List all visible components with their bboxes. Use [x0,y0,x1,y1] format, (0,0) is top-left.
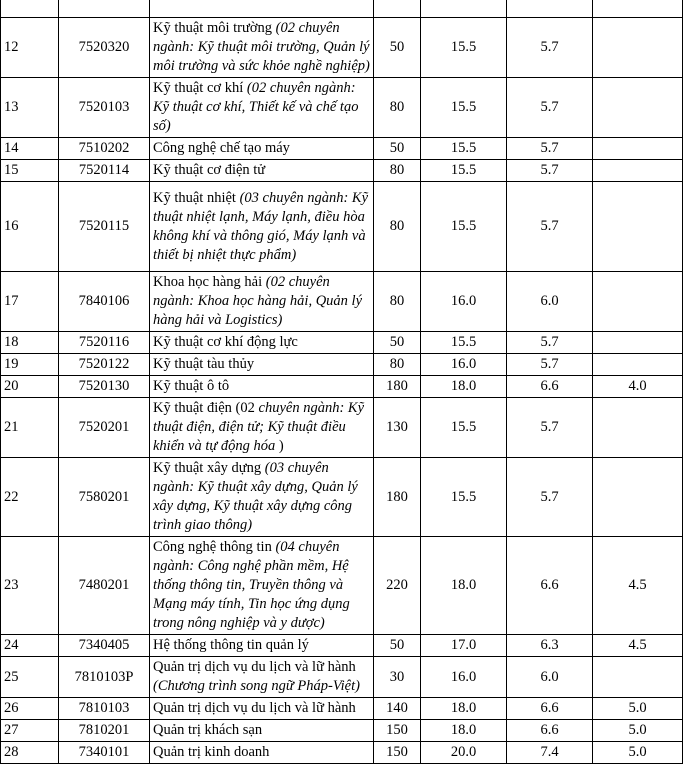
table-row [1,742,683,764]
table-row [1,18,683,78]
score-cell-1: 20.0 [421,742,507,764]
score-cell-3 [593,657,683,698]
row-number-cell: 14 [1,138,59,160]
score-cell-1: 15.5 [421,398,507,458]
major-name-cell [150,78,374,138]
major-name-cell [150,160,374,182]
table-row [1,160,683,182]
table-row [1,272,683,332]
score-cell-3: 5.0 [593,698,683,720]
table-row [1,354,683,376]
major-name: Khoa học hàng hải [153,274,266,290]
quota-cell [374,0,421,18]
score-cell-2 [507,0,593,18]
major-name-cell [150,182,374,272]
major-specializations-note: (04 chuyên ngành: Công nghệ phần mềm, Hệ thống thông tin, Truyền thông và Mạng máy tính, Tin học ứng dụng trong nông nghiệp và y dược) [153,539,350,631]
table-row [1,635,683,657]
major-code-cell: 7480201 [59,537,150,635]
score-cell-2: 5.7 [507,160,593,182]
row-number-cell: 12 [1,18,59,78]
quota-cell: 130 [374,398,421,458]
score-cell-1: 15.5 [421,138,507,160]
quota-cell: 80 [374,160,421,182]
major-name-cell [150,458,374,537]
major-name-cell [150,720,374,742]
row-number-cell: 25 [1,657,59,698]
row-number-cell: 21 [1,398,59,458]
quota-cell: 150 [374,720,421,742]
score-cell-1: 16.0 [421,657,507,698]
row-number-cell: 19 [1,354,59,376]
score-cell-2: 5.7 [507,458,593,537]
score-cell-3 [593,138,683,160]
quota-cell: 30 [374,657,421,698]
quota-cell: 50 [374,18,421,78]
score-cell-3 [593,18,683,78]
major-name: Kỹ thuật cơ khí động lực [153,334,298,350]
major-code-cell: 7810201 [59,720,150,742]
major-name-tail: ) [275,438,284,454]
major-name-cell [150,742,374,764]
major-name: Kỹ thuật tàu thủy [153,356,255,372]
table-row [1,398,683,458]
major-specializations-note: chuyên ngành: Kỹ thuật điện, điện tử; Kỹ thuật điều khiển và tự động hóa [153,400,365,454]
table-row [1,138,683,160]
major-name-cell [150,138,374,160]
row-number-cell: 27 [1,720,59,742]
score-cell-2: 5.7 [507,182,593,272]
score-cell-2: 6.0 [507,272,593,332]
major-name-cell [150,698,374,720]
row-number-cell: 13 [1,78,59,138]
major-code-cell: 7520114 [59,160,150,182]
major-name: Kỹ thuật điện (02 [153,400,259,416]
score-cell-1: 18.0 [421,537,507,635]
major-code-cell: 7520115 [59,182,150,272]
major-name: Kỹ thuật xây dựng [153,460,265,476]
major-name-cell [150,398,374,458]
major-name-cell [150,376,374,398]
table-row [1,182,683,272]
row-number-cell: 18 [1,332,59,354]
major-name-cell [150,272,374,332]
quota-cell: 180 [374,376,421,398]
table-row [1,698,683,720]
score-cell-2: 6.6 [507,698,593,720]
major-specializations-note: (02 chuyên ngành: Kỹ thuật cơ khí, Thiết kế và chế tạo số) [153,80,359,134]
score-cell-1: 17.0 [421,635,507,657]
quota-cell: 150 [374,742,421,764]
row-number-cell: 24 [1,635,59,657]
score-cell-3 [593,78,683,138]
major-code-cell: 7520320 [59,18,150,78]
major-specializations-note: (03 chuyên ngành: Kỹ thuật nhiệt lạnh, Máy lạnh, điều hòa không khí và thông gió, Máy lạnh và thiết bị nhiệt thực phẩm) [153,189,369,263]
major-specializations-note: (Chương trình song ngữ Pháp-Việt) [153,678,360,694]
score-cell-2: 5.7 [507,332,593,354]
table-row [1,376,683,398]
quota-cell: 50 [374,332,421,354]
row-number-cell: 26 [1,698,59,720]
major-name: Kỹ thuật nhiệt [153,189,240,206]
major-name-cell [150,354,374,376]
major-code-cell: 7810103 [59,698,150,720]
score-cell-3: 5.0 [593,742,683,764]
score-cell-1: 15.5 [421,332,507,354]
score-cell-2: 6.0 [507,657,593,698]
major-name-cell [150,657,374,698]
score-cell-1 [421,0,507,18]
major-code-cell: 7340405 [59,635,150,657]
quota-cell: 80 [374,272,421,332]
score-cell-3: 4.5 [593,537,683,635]
score-cell-2: 6.6 [507,720,593,742]
major-code-cell: 7520122 [59,354,150,376]
score-cell-3 [593,354,683,376]
score-cell-2: 5.7 [507,78,593,138]
score-cell-3 [593,272,683,332]
major-code-cell: 7840106 [59,272,150,332]
table-row [1,332,683,354]
major-code-cell: 7580201 [59,458,150,537]
row-number-cell [1,0,59,18]
table-row [1,78,683,138]
score-cell-1: 16.0 [421,272,507,332]
quota-cell: 220 [374,537,421,635]
score-cell-3: 4.5 [593,635,683,657]
score-cell-1: 16.0 [421,354,507,376]
major-name: Kỹ thuật ô tô [153,378,230,394]
major-name: Công nghệ chế tạo máy [153,140,290,156]
score-cell-3 [593,458,683,537]
row-number-cell: 28 [1,742,59,764]
table-body [1,0,683,764]
major-name: Công nghệ thông tin [153,539,276,555]
major-code-cell: 7520116 [59,332,150,354]
score-cell-1: 18.0 [421,720,507,742]
score-cell-1: 15.5 [421,18,507,78]
major-name: Kỹ thuật cơ khí [153,80,247,96]
score-cell-1: 15.5 [421,182,507,272]
score-cell-1: 18.0 [421,376,507,398]
score-cell-2: 6.6 [507,376,593,398]
table-row [1,537,683,635]
score-cell-2: 6.3 [507,635,593,657]
major-code-cell: 7520201 [59,398,150,458]
score-cell-1: 15.5 [421,78,507,138]
major-name-cell [150,18,374,78]
major-name-cell [150,332,374,354]
quota-cell: 80 [374,354,421,376]
quota-cell: 50 [374,635,421,657]
table-row [1,0,683,18]
score-cell-2: 6.6 [507,537,593,635]
row-number-cell: 16 [1,182,59,272]
major-code-cell: 7510202 [59,138,150,160]
score-cell-3: 4.0 [593,376,683,398]
major-code-cell: 7520130 [59,376,150,398]
score-cell-3 [593,332,683,354]
score-cell-3 [593,398,683,458]
row-number-cell: 20 [1,376,59,398]
score-cell-2: 5.7 [507,398,593,458]
major-code-cell: 7520103 [59,78,150,138]
quota-cell: 80 [374,78,421,138]
table-row [1,720,683,742]
major-specializations-note: (02 chuyên ngành: Kỹ thuật môi trường, Quản lý môi trường và sức khỏe nghề nghiệp) [153,20,370,74]
major-name: Quản trị kinh doanh [153,744,270,760]
major-name: Kỹ thuật cơ điện tử [153,162,266,178]
major-name-cell [150,0,374,18]
row-number-cell: 23 [1,537,59,635]
major-name-cell [150,537,374,635]
row-number-cell: 17 [1,272,59,332]
score-cell-3 [593,0,683,18]
quota-cell: 140 [374,698,421,720]
score-cell-3: 5.0 [593,720,683,742]
major-code-cell [59,0,150,18]
major-name: Quản trị dịch vụ du lịch và lữ hành [153,700,356,716]
major-code-cell: 7810103P [59,657,150,698]
major-name: Quản trị dịch vụ du lịch và lữ hành [153,659,356,675]
major-name: Hệ thống thông tin quản lý [153,637,309,653]
score-cell-1: 15.5 [421,458,507,537]
quota-cell: 80 [374,182,421,272]
score-cell-1: 18.0 [421,698,507,720]
score-cell-2: 5.7 [507,18,593,78]
major-name: Quản trị khách sạn [153,722,263,738]
row-number-cell: 22 [1,458,59,537]
major-name-cell [150,635,374,657]
score-cell-2: 7.4 [507,742,593,764]
quota-cell: 180 [374,458,421,537]
score-cell-3 [593,160,683,182]
table-row [1,657,683,698]
major-specializations-note: (03 chuyên ngành: Kỹ thuật xây dựng, Quản lý xây dựng, Kỹ thuật xây dựng công trình giao thông) [153,460,358,533]
major-code-cell: 7340101 [59,742,150,764]
quota-cell: 50 [374,138,421,160]
score-cell-1: 15.5 [421,160,507,182]
score-cell-2: 5.7 [507,354,593,376]
row-number-cell: 15 [1,160,59,182]
score-cell-2: 5.7 [507,138,593,160]
major-name: Kỹ thuật môi trường [153,20,276,36]
table-row [1,458,683,537]
major-specializations-note: (02 chuyên ngành: Khoa học hàng hải, Quản lý hàng hải và Logistics) [153,274,363,328]
score-cell-3 [593,182,683,272]
